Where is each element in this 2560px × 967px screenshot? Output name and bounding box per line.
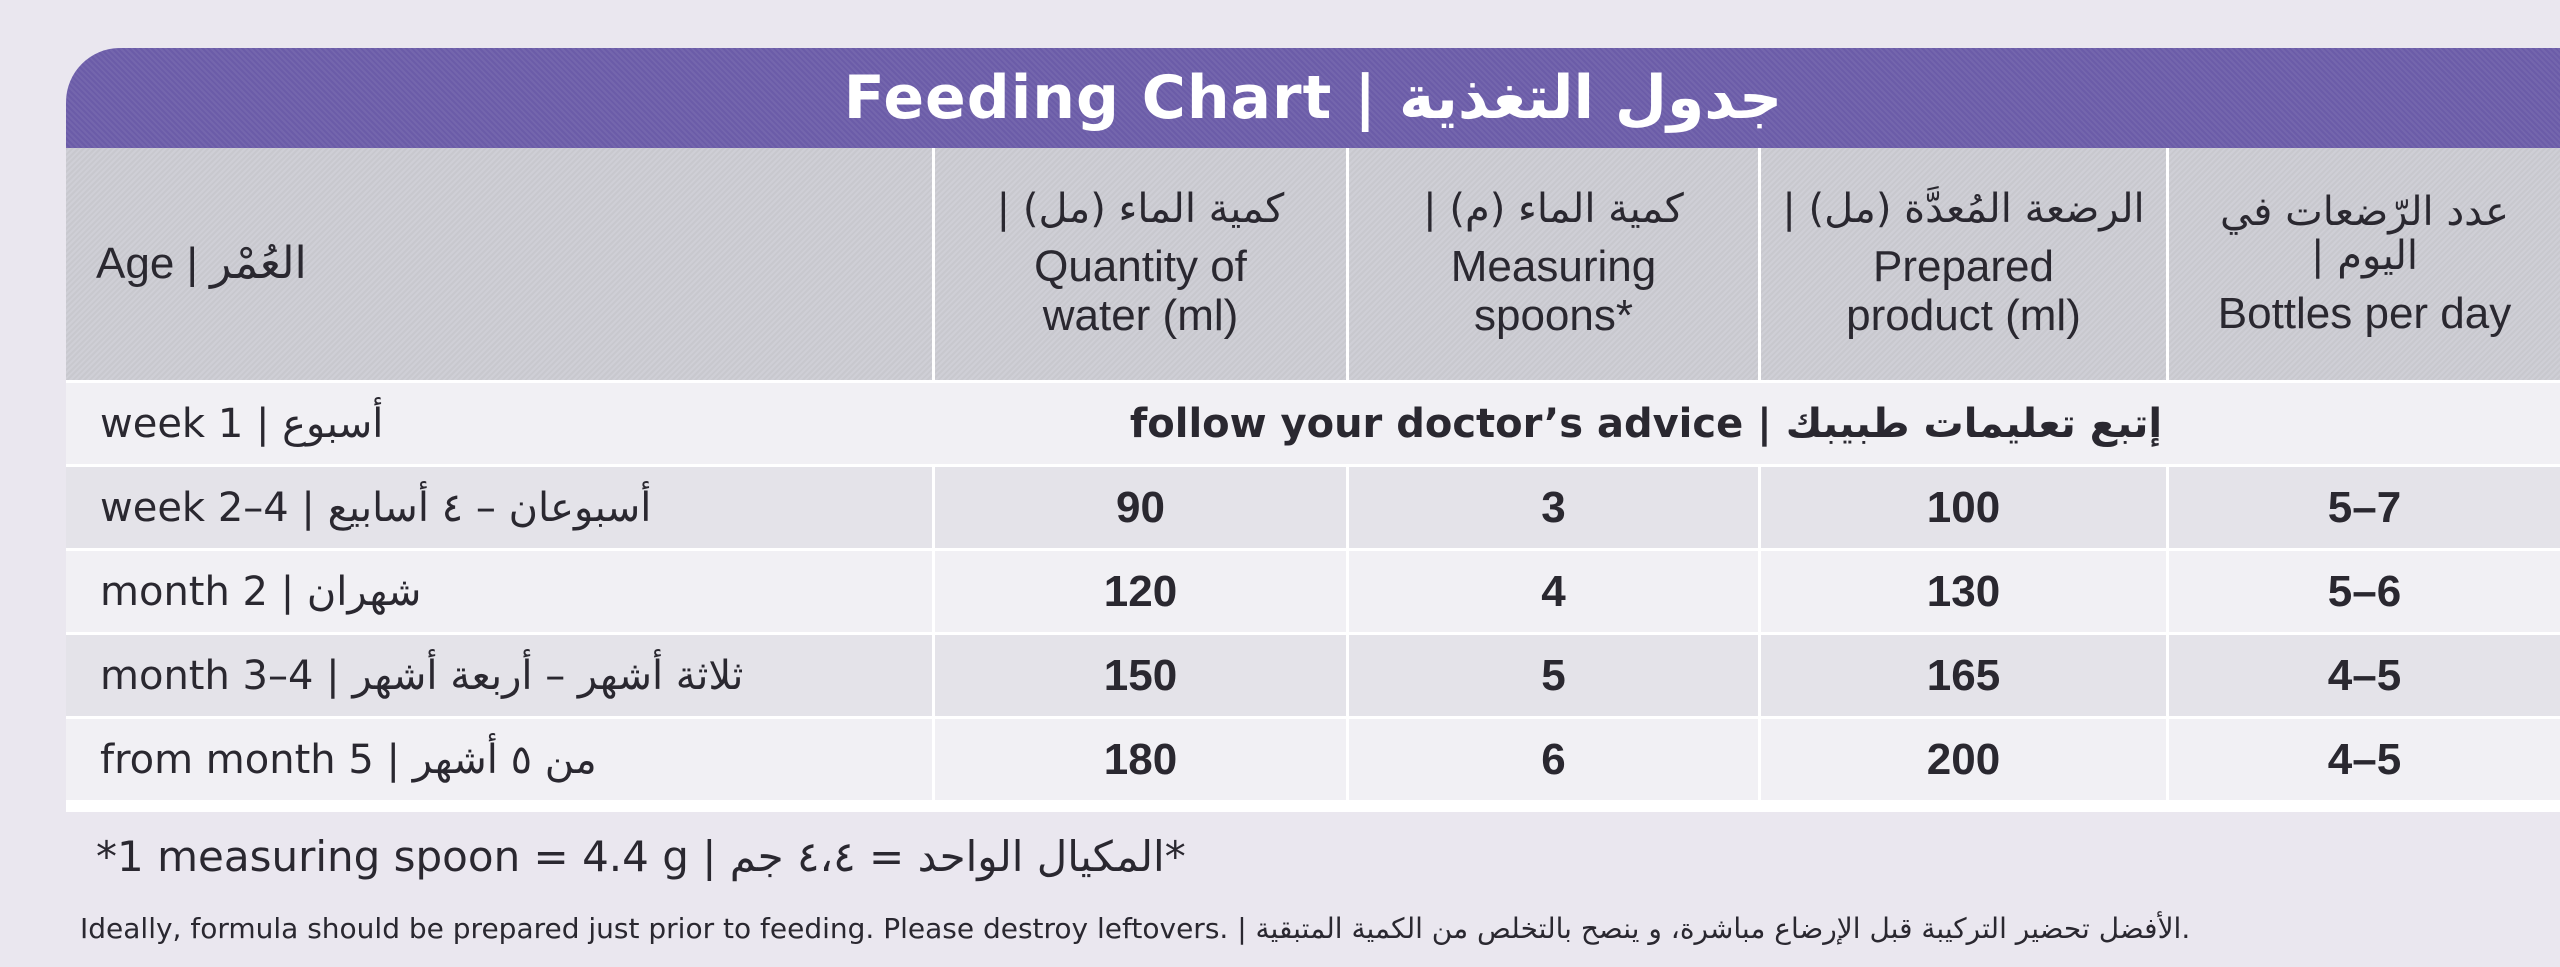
row-prepared: 200 [1758,719,2166,800]
measuring-spoon-footnote: *1 measuring spoon = 4.4 g | المكيال الواحد = ٤،٤ جم* [96,832,1186,881]
header-prepared-en1: Prepared [1872,242,2054,292]
row-bottles: 5–7 [2166,467,2560,548]
row-water: 180 [932,719,1346,800]
header-bottles-ar2: اليوم | [2311,233,2418,280]
table-row [66,716,2560,800]
header-water-en1: Quantity of [1034,242,1247,292]
row-age: from month 5 | من ٥ أشهر [100,736,597,783]
row-age: week 1 | أسبوع [100,400,384,447]
row-bottles: 5–6 [2166,551,2560,632]
header-spoons [1346,148,1758,380]
chart-title: Feeding Chart | جدول التغذية [843,63,1783,133]
row-prepared: 165 [1758,635,2166,716]
row-age: month 2 | شهران [100,568,422,615]
header-bottles-en: Bottles per day [2217,289,2512,339]
header-prepared-en2: product (ml) [1846,291,2081,341]
doctor-advice: follow your doctor’s advice | إتبع تعليمات طبيبك [1129,400,2163,447]
row-prepared: 100 [1758,467,2166,548]
table-header-row [66,148,2560,380]
table-row [66,464,2560,548]
header-spoons-ar: كمية الماء (م) | [1423,186,1684,233]
header-prepared [1758,148,2166,380]
header-water-en2: water (ml) [1042,291,1239,341]
header-age [66,148,932,380]
chart-title-bar [66,48,2560,148]
feeding-chart-card [66,48,2560,812]
row-bottles: 4–5 [2166,719,2560,800]
row-spoons: 5 [1346,635,1758,716]
row-spoons: 3 [1346,467,1758,548]
table-row [66,632,2560,716]
table-row [66,380,2560,464]
row-spoons: 4 [1346,551,1758,632]
header-spoons-en1: Measuring [1450,242,1657,292]
header-bottles [2166,148,2560,380]
header-spoons-en2: spoons* [1473,291,1633,341]
row-water: 90 [932,467,1346,548]
preparation-note: Ideally, formula should be prepared just prior to feeding. Please destroy leftovers. | الأفضل تحضير التركيبة قبل الإرضاع مباشرة، و ينصح بالتخلص من الكمية المتبقية. [80,912,2191,945]
header-water-ar: كمية الماء (مل) | [996,186,1285,233]
row-prepared: 130 [1758,551,2166,632]
row-bottles: 4–5 [2166,635,2560,716]
header-age-label: Age | العُمْر [96,239,307,289]
header-water [932,148,1346,380]
row-water: 150 [932,635,1346,716]
row-water: 120 [932,551,1346,632]
row-age: month 3–4 | ثلاثة أشهر – أربعة أشهر [100,652,744,699]
row-spoons: 6 [1346,719,1758,800]
row-age: week 2–4 | أسبوعان – ٤ أسابيع [100,484,652,531]
header-prepared-ar: الرضعة المُعدَّة (مل) | [1782,186,2145,233]
header-bottles-ar1: عدد الرّضعات في [2219,188,2510,235]
table-row [66,548,2560,632]
